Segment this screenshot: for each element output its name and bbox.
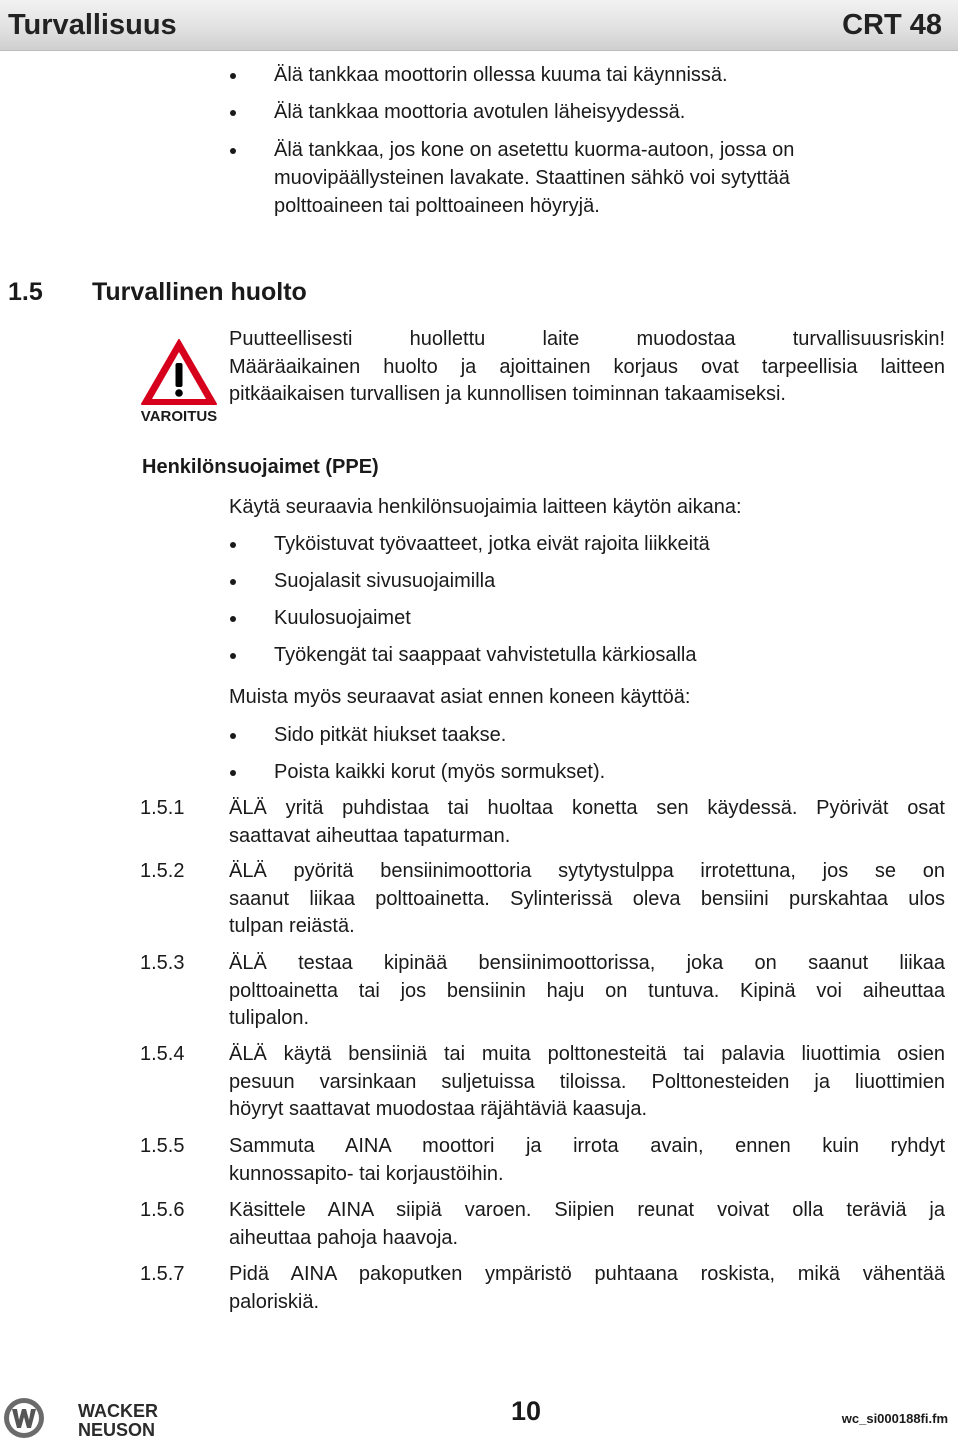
svg-text:NEUSON: NEUSON [78,1420,156,1440]
item-number: 1.5.2 [140,860,185,882]
bullet-icon [230,579,236,585]
bullet-icon [230,73,236,79]
section-heading [8,278,307,307]
remember-intro: Muista myös seuraavat asiat ennen koneen käyttöä: [229,686,691,708]
header-title: Turvallisuus [8,9,177,41]
svg-text:WACKER: WACKER [78,1401,158,1421]
item-number: 1.5.7 [140,1263,185,1285]
section-number: 1.5 [8,278,43,306]
bullet-icon [230,148,236,154]
warning-text: Puutteellisesti huollettu laite muodostaa turvallisuusriskin! Määräaikainen huolto ja ajoittainen korjaus ovat tarpeellisia laitteen pitkäaikaisen turvallisen ja kunnollisen toiminnan takaamiseksi. [229,328,945,405]
page-number: 10 [510,1396,542,1426]
item-number: 1.5.1 [140,797,185,819]
header-model: CRT 48 [842,9,942,41]
ppe-heading: Henkilönsuojaimet (PPE) [142,456,379,478]
ppe-intro: Käytä seuraavia henkilönsuojaimia laitteen käytön aikana: [229,496,742,518]
wacker-neuson-logo [0,1388,190,1442]
bullet-icon [230,653,236,659]
item-number: 1.5.5 [140,1135,185,1157]
bullet-icon [230,733,236,739]
section-title: Turvallinen huolto [92,278,307,306]
item-number: 1.5.4 [140,1043,185,1065]
bullet-icon [230,616,236,622]
warning-label: VAROITUS [140,408,218,425]
item-number: 1.5.3 [140,952,185,974]
bullet-icon [230,110,236,116]
page-header [0,0,958,51]
file-reference: wc_si000188fi.fm [841,1411,948,1426]
bullet-icon [230,770,236,776]
item-number: 1.5.6 [140,1199,185,1221]
bullet-icon [230,542,236,548]
